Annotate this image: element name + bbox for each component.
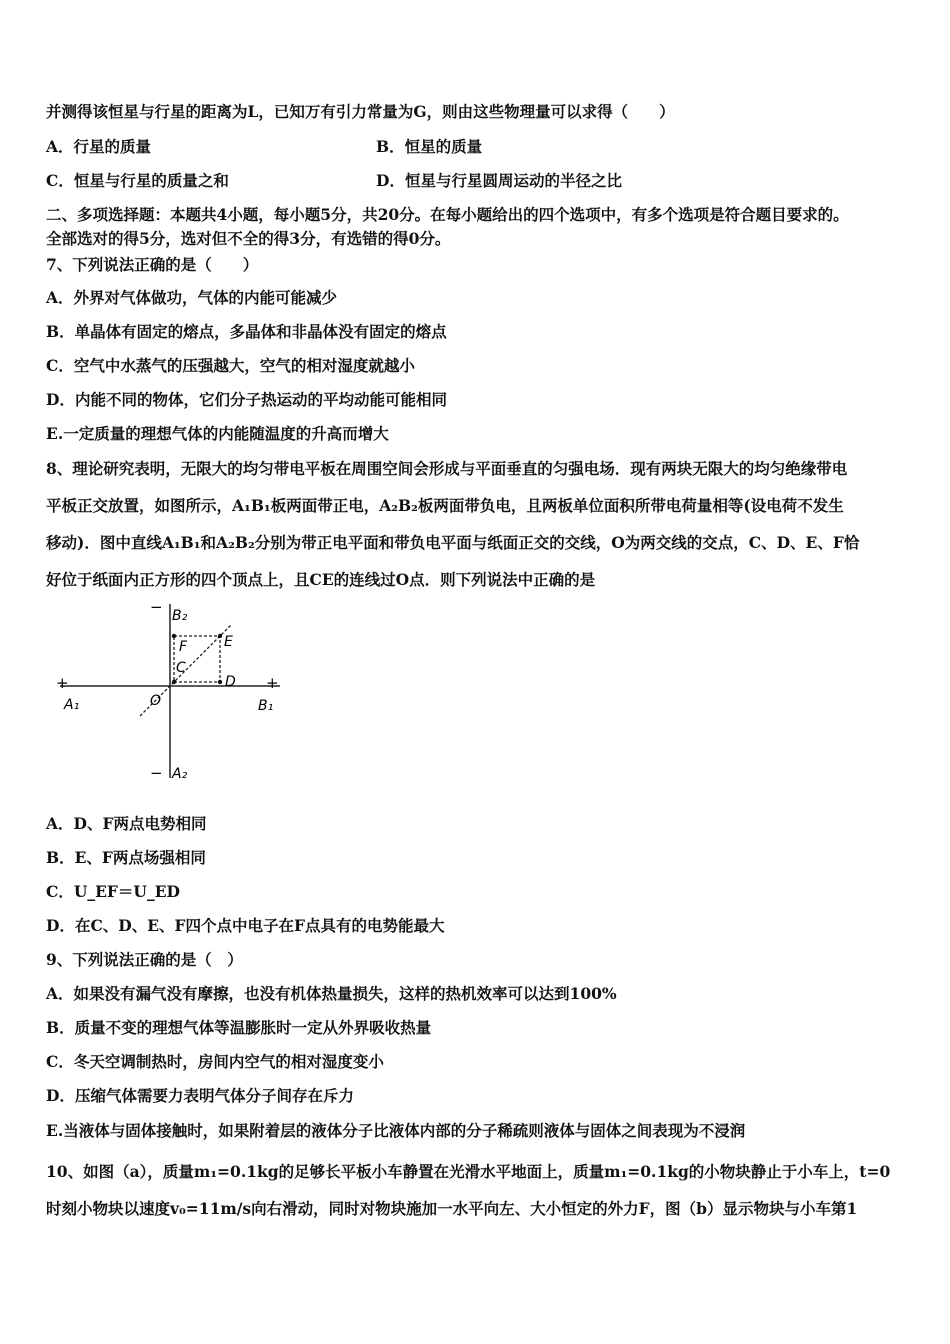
q9-option-b: B．质量不变的理想气体等温膨胀时一定从外界吸收热量 bbox=[46, 1018, 432, 1037]
sign-minus-top: − bbox=[150, 598, 163, 616]
q6-option-a: A．行星的质量 bbox=[46, 137, 152, 156]
sign-plus-right: + bbox=[266, 674, 279, 692]
point-d bbox=[218, 680, 222, 684]
label-b2: B₂ bbox=[172, 608, 188, 624]
label-o: O bbox=[150, 693, 162, 709]
q6-option-b: B．恒星的质量 bbox=[376, 137, 483, 156]
charged-plates-figure bbox=[50, 598, 290, 788]
q7-option-d: D．内能不同的物体，它们分子热运动的平均动能可能相同 bbox=[46, 390, 447, 409]
q8-option-d: D．在C、D、E、F四个点中电子在F点具有的电势能最大 bbox=[46, 916, 445, 935]
q9-option-d: D．压缩气体需要力表明气体分子间存在斥力 bbox=[46, 1086, 354, 1105]
q6-stem: 并测得该恒星与行星的距离为L，已知万有引力常量为G，则由这些物理量可以求得（ ） bbox=[46, 102, 675, 121]
q7-stem: 7、下列说法正确的是（ ） bbox=[46, 255, 259, 274]
sign-plus-left: + bbox=[56, 674, 69, 692]
point-c bbox=[172, 680, 176, 684]
q7-option-a: A．外界对气体做功，气体的内能可能减少 bbox=[46, 288, 338, 307]
q10-stem-line1: 10、如图（a），质量m₁=0.1kg的足够长平板小车静置在光滑水平地面上，质量m₁=0.1kg的小物块静止于小车上，t=0 bbox=[46, 1162, 891, 1181]
point-e bbox=[218, 634, 222, 638]
q8-option-b: B．E、F两点场强相同 bbox=[46, 848, 206, 867]
label-c: C bbox=[176, 660, 186, 676]
label-f: F bbox=[179, 639, 188, 655]
q6-option-c: C．恒星与行星的质量之和 bbox=[46, 171, 229, 190]
q9-option-c: C．冬天空调制热时，房间内空气的相对湿度变小 bbox=[46, 1052, 384, 1071]
q8-stem-line3: 移动)．图中直线A₁B₁和A₂B₂分别为带正电平面和带负电平面与纸面正交的交线，O为两交线的交点，C、D、E、F恰 bbox=[46, 533, 860, 552]
q7-option-e: E.一定质量的理想气体的内能随温度的升高而增大 bbox=[46, 424, 389, 443]
q6-option-d: D．恒星与行星圆周运动的半径之比 bbox=[376, 171, 622, 190]
point-f bbox=[172, 634, 176, 638]
q7-option-b: B．单晶体有固定的熔点，多晶体和非晶体没有固定的熔点 bbox=[46, 322, 447, 341]
section2-heading: 二、多项选择题：本题共4小题，每小题5分，共20分。在每小题给出的四个选项中，有多个选项是符合题目要求的。 bbox=[46, 205, 849, 224]
q9-option-e: E.当液体与固体接触时，如果附着层的液体分子比液体内部的分子稀疏则液体与固体之间表现为不浸润 bbox=[46, 1121, 746, 1140]
q8-stem-line4: 好位于纸面内正方形的四个顶点上，且CE的连线过O点．则下列说法中正确的是 bbox=[46, 570, 596, 589]
q8-stem-line1: 8、理论研究表明，无限大的均匀带电平板在周围空间会形成与平面垂直的匀强电场．现有两块无限大的均匀绝缘带电 bbox=[46, 459, 848, 478]
q8-option-a: A．D、F两点电势相同 bbox=[46, 814, 207, 833]
q7-option-c: C．空气中水蒸气的压强越大，空气的相对湿度就越小 bbox=[46, 356, 415, 375]
sign-minus-bottom: − bbox=[150, 764, 163, 782]
label-a2: A₂ bbox=[172, 766, 188, 782]
q8-stem-line2: 平板正交放置，如图所示，A₁B₁板两面带正电，A₂B₂板两面带负电，且两板单位面积所带电荷量相等(设电荷不发生 bbox=[46, 496, 844, 515]
section2-heading-cont: 全部选对的得5分，选对但不全的得3分，有选错的得0分。 bbox=[46, 229, 451, 248]
label-a1: A₁ bbox=[64, 697, 80, 713]
label-b1: B₁ bbox=[258, 698, 274, 714]
q9-stem: 9、下列说法正确的是（ ） bbox=[46, 950, 243, 969]
label-d: D bbox=[225, 674, 236, 690]
q10-stem-line2: 时刻小物块以速度v₀=11m/s向右滑动，同时对物块施加一水平向左、大小恒定的外力F，图（b）显示物块与小车第1 bbox=[46, 1199, 858, 1218]
q8-option-c: C．U_EF＝U_ED bbox=[46, 882, 180, 901]
label-e: E bbox=[224, 634, 233, 650]
q9-option-a: A．如果没有漏气没有摩擦，也没有机体热量损失，这样的热机效率可以达到100% bbox=[46, 984, 617, 1003]
